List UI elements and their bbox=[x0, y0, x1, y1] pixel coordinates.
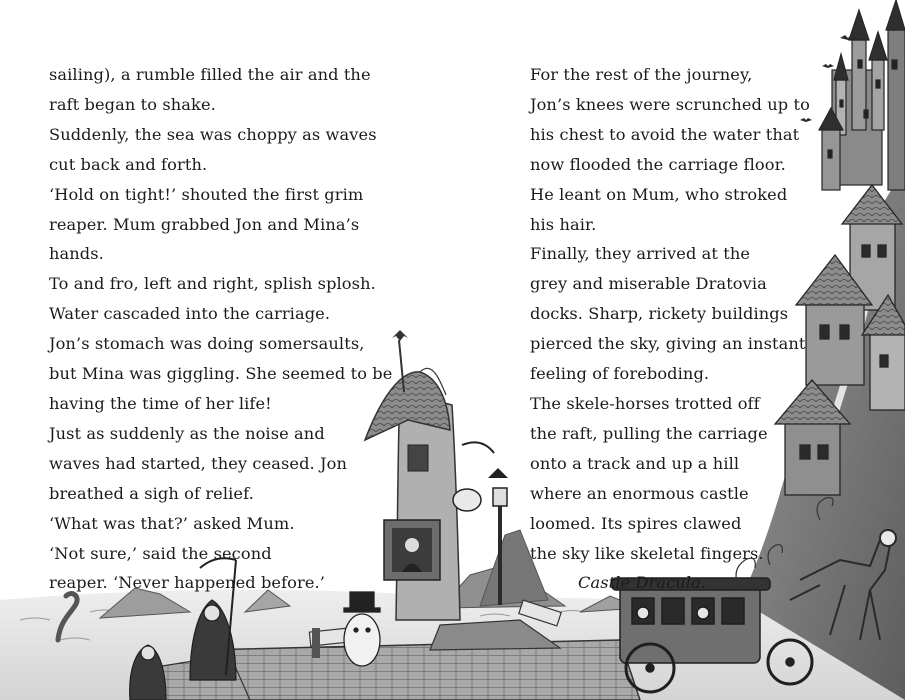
text-line: his hair. bbox=[530, 214, 597, 234]
text-line: ‘What was that?’ asked Mum. bbox=[49, 513, 295, 533]
text-line: raft began to shake. bbox=[49, 94, 216, 114]
text-line: now flooded the carriage floor. bbox=[530, 154, 786, 174]
text-line: He leant on Mum, who stroked bbox=[530, 184, 788, 204]
text-line: feeling of foreboding. bbox=[530, 364, 710, 384]
text-line: Just as suddenly as the noise and bbox=[49, 423, 325, 443]
text-line: Jon’s knees were scrunched up to bbox=[530, 94, 810, 114]
text-line: waves had started, they ceased. Jon bbox=[49, 453, 348, 473]
text-line: ‘Hold on tight!’ shouted the first grim bbox=[49, 184, 364, 204]
text-line: where an enormous castle bbox=[530, 483, 749, 503]
closing-line: Castle Dracula. bbox=[578, 573, 707, 593]
text-line: docks. Sharp, rickety buildings bbox=[530, 304, 789, 324]
text-line: the raft, pulling the carriage bbox=[530, 423, 768, 443]
text-line: ‘Not sure,’ said the second bbox=[49, 543, 272, 563]
text-line: Water cascaded into the carriage. bbox=[49, 304, 331, 324]
castle-dracula bbox=[819, 0, 905, 190]
text-line: loomed. Its spires clawed bbox=[530, 513, 742, 533]
text-line: Finally, they arrived at the bbox=[530, 244, 751, 264]
text-line: the sky like skeletal fingers. bbox=[530, 543, 764, 563]
text-line: For the rest of the journey, bbox=[530, 65, 753, 84]
text-line: his chest to avoid the water that bbox=[530, 124, 800, 144]
text-line: The skele-horses trotted off bbox=[530, 393, 760, 413]
text-line: To and fro, left and right, splish splosh. bbox=[49, 274, 376, 294]
text-line: grey and miserable Dratovia bbox=[530, 274, 767, 294]
text-line: Jon’s stomach was doing somersaults, bbox=[49, 334, 365, 354]
text-line: breathed a sigh of relief. bbox=[49, 483, 254, 503]
text-line: reaper. Mum grabbed Jon and Mina’s bbox=[49, 214, 360, 234]
dock-raft bbox=[180, 640, 640, 700]
text-line: cut back and forth. bbox=[49, 154, 208, 174]
left-page-text bbox=[49, 60, 393, 598]
text-line: onto a track and up a hill bbox=[530, 453, 740, 473]
right-page-text bbox=[530, 60, 820, 598]
text-line: sailing), a rumble filled the air and the bbox=[49, 65, 371, 84]
text-line: but Mina was giggling. She seemed to be bbox=[49, 364, 393, 384]
text-line: hands. bbox=[49, 244, 104, 264]
text-line: pierced the sky, giving an instant bbox=[530, 334, 806, 354]
text-line: having the time of her life! bbox=[49, 393, 272, 413]
text-line: reaper. ‘Never happened before.’ bbox=[49, 573, 326, 593]
text-line: Suddenly, the sea was choppy as waves bbox=[49, 124, 377, 144]
